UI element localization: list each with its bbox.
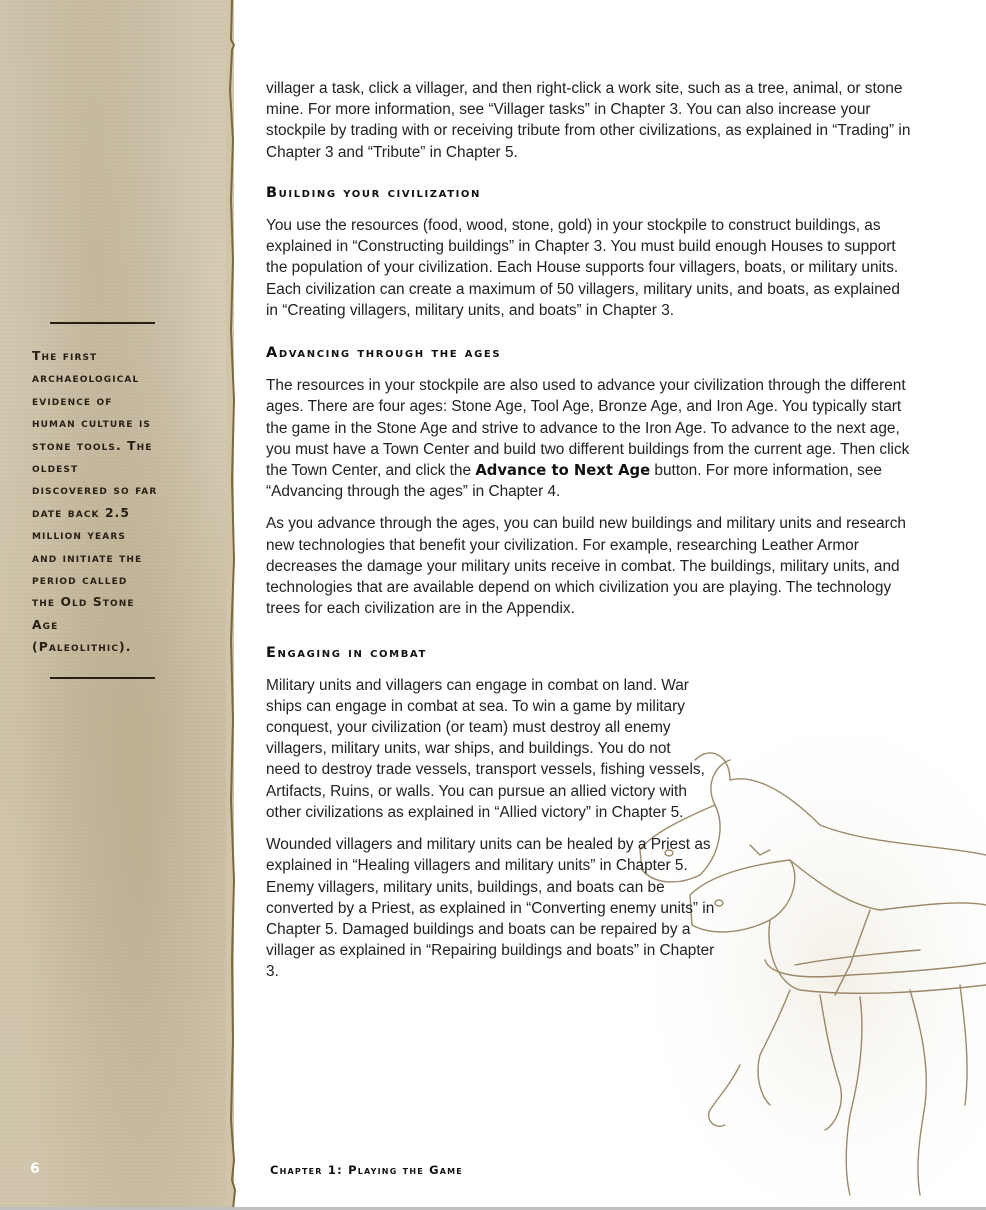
text-run: The resources in your stockpile are also used to advance your civilization through the different ages. There are four ages: Stone Age, Tool Age, Bronze Age, and Iron Age. You typically start the game in the Stone Age and strive to advance to the Iron Age. To advance to the next age, you must have a Town Center and build two different buildings from the current age. Then click the Town Center, and click the bbox=[266, 377, 910, 480]
note-line: date back 2.5 bbox=[32, 505, 131, 520]
page-number: 6 bbox=[30, 1161, 40, 1177]
note-line: and initiate the bbox=[32, 550, 143, 565]
divider-top bbox=[50, 322, 155, 324]
combat-paragraph-1: Military units and villagers can engage in combat on land. War ships can engage in combat at sea. To win a game by military conquest, your civilization (or team) must destroy all enemy villagers, military units, war ships, and buildings. You do not need to destroy trade vessels, transport vessels, fishing vessels, Artifacts, Ruins, or walls. You can pursue an allied victory with other civilizations as explained in “Allied victory” in Chapter 5. bbox=[266, 676, 705, 821]
building-paragraph: You use the resources (food, wood, stone, gold) in your stockpile to construct buildings, as explained in “Constructing buildings” in Chapter 3. You must build enough Houses to support the population of your civilization. Each House supports four villagers, boats, or military units. Each civilization can create a maximum of 50 villagers, military units, and boats, as explained in “Creating villagers, military units, and boats” in Chapter 3. bbox=[266, 217, 900, 319]
note-line: human culture is bbox=[32, 416, 151, 431]
heading-building: Building your civilization bbox=[266, 184, 482, 201]
note-line: evidence of bbox=[32, 393, 113, 408]
torn-edge bbox=[226, 0, 240, 1210]
advancing-paragraph-2: As you advance through the ages, you can build new buildings and military units and research new technologies that benefit your civilization. For example, researching Leather Armor decreases the damage your military units receive in combat. The buildings, military units, and technologies that are available depend on which civilization you are playing. The technology trees for each civilization are in the Appendix. bbox=[266, 515, 906, 618]
chapter-footer: Chapter 1: Playing the Game bbox=[270, 1163, 463, 1177]
note-line: The first bbox=[32, 349, 98, 363]
note-line: oldest bbox=[32, 461, 79, 476]
divider-bottom bbox=[50, 677, 155, 679]
combat-paragraph-2: Wounded villagers and military units can be healed by a Priest as explained in “Healing villagers and military units” in Chapter 5. Enemy villagers, military units, buildings, and boats can be converted by a Priest, as explained in “Converting enemy units” in Chapter 5. Damaged buildings and boats can be repaired by a villager as explained in “Repairing buildings and boats” in Chapter 3. bbox=[266, 836, 715, 981]
note-line: the Old Stone bbox=[32, 595, 135, 610]
text-run: button. For more information, see “Advancing through the ages” in Chapter 4. bbox=[266, 462, 882, 501]
note-line: stone tools. The bbox=[32, 438, 153, 453]
main-content bbox=[266, 78, 912, 983]
sidebar-papyrus bbox=[0, 0, 234, 1210]
note-line: (Paleolithic). bbox=[32, 640, 132, 655]
note-line: discovered so far bbox=[32, 483, 158, 498]
note-line: million years bbox=[32, 528, 126, 543]
note-line: Age bbox=[32, 617, 59, 632]
heading-advancing: Advancing through the ages bbox=[266, 345, 502, 362]
sidebar-note bbox=[32, 345, 222, 659]
advance-button-name: Advance to Next Age bbox=[475, 462, 651, 480]
note-line: archaeological bbox=[32, 371, 140, 386]
intro-paragraph: villager a task, click a villager, and then right-click a work site, such as a tree, animal, or stone mine. For more information, see “Villager tasks” in Chapter 3. You can also increase your stockpile by trading with or receiving tribute from other civilizations, as explained in “Trading” in Chapter 3 and “Tribute” in Chapter 5. bbox=[266, 80, 911, 161]
note-line: period called bbox=[32, 573, 128, 588]
advancing-paragraph-1 bbox=[266, 375, 912, 502]
heading-combat: Engaging in combat bbox=[266, 645, 427, 662]
